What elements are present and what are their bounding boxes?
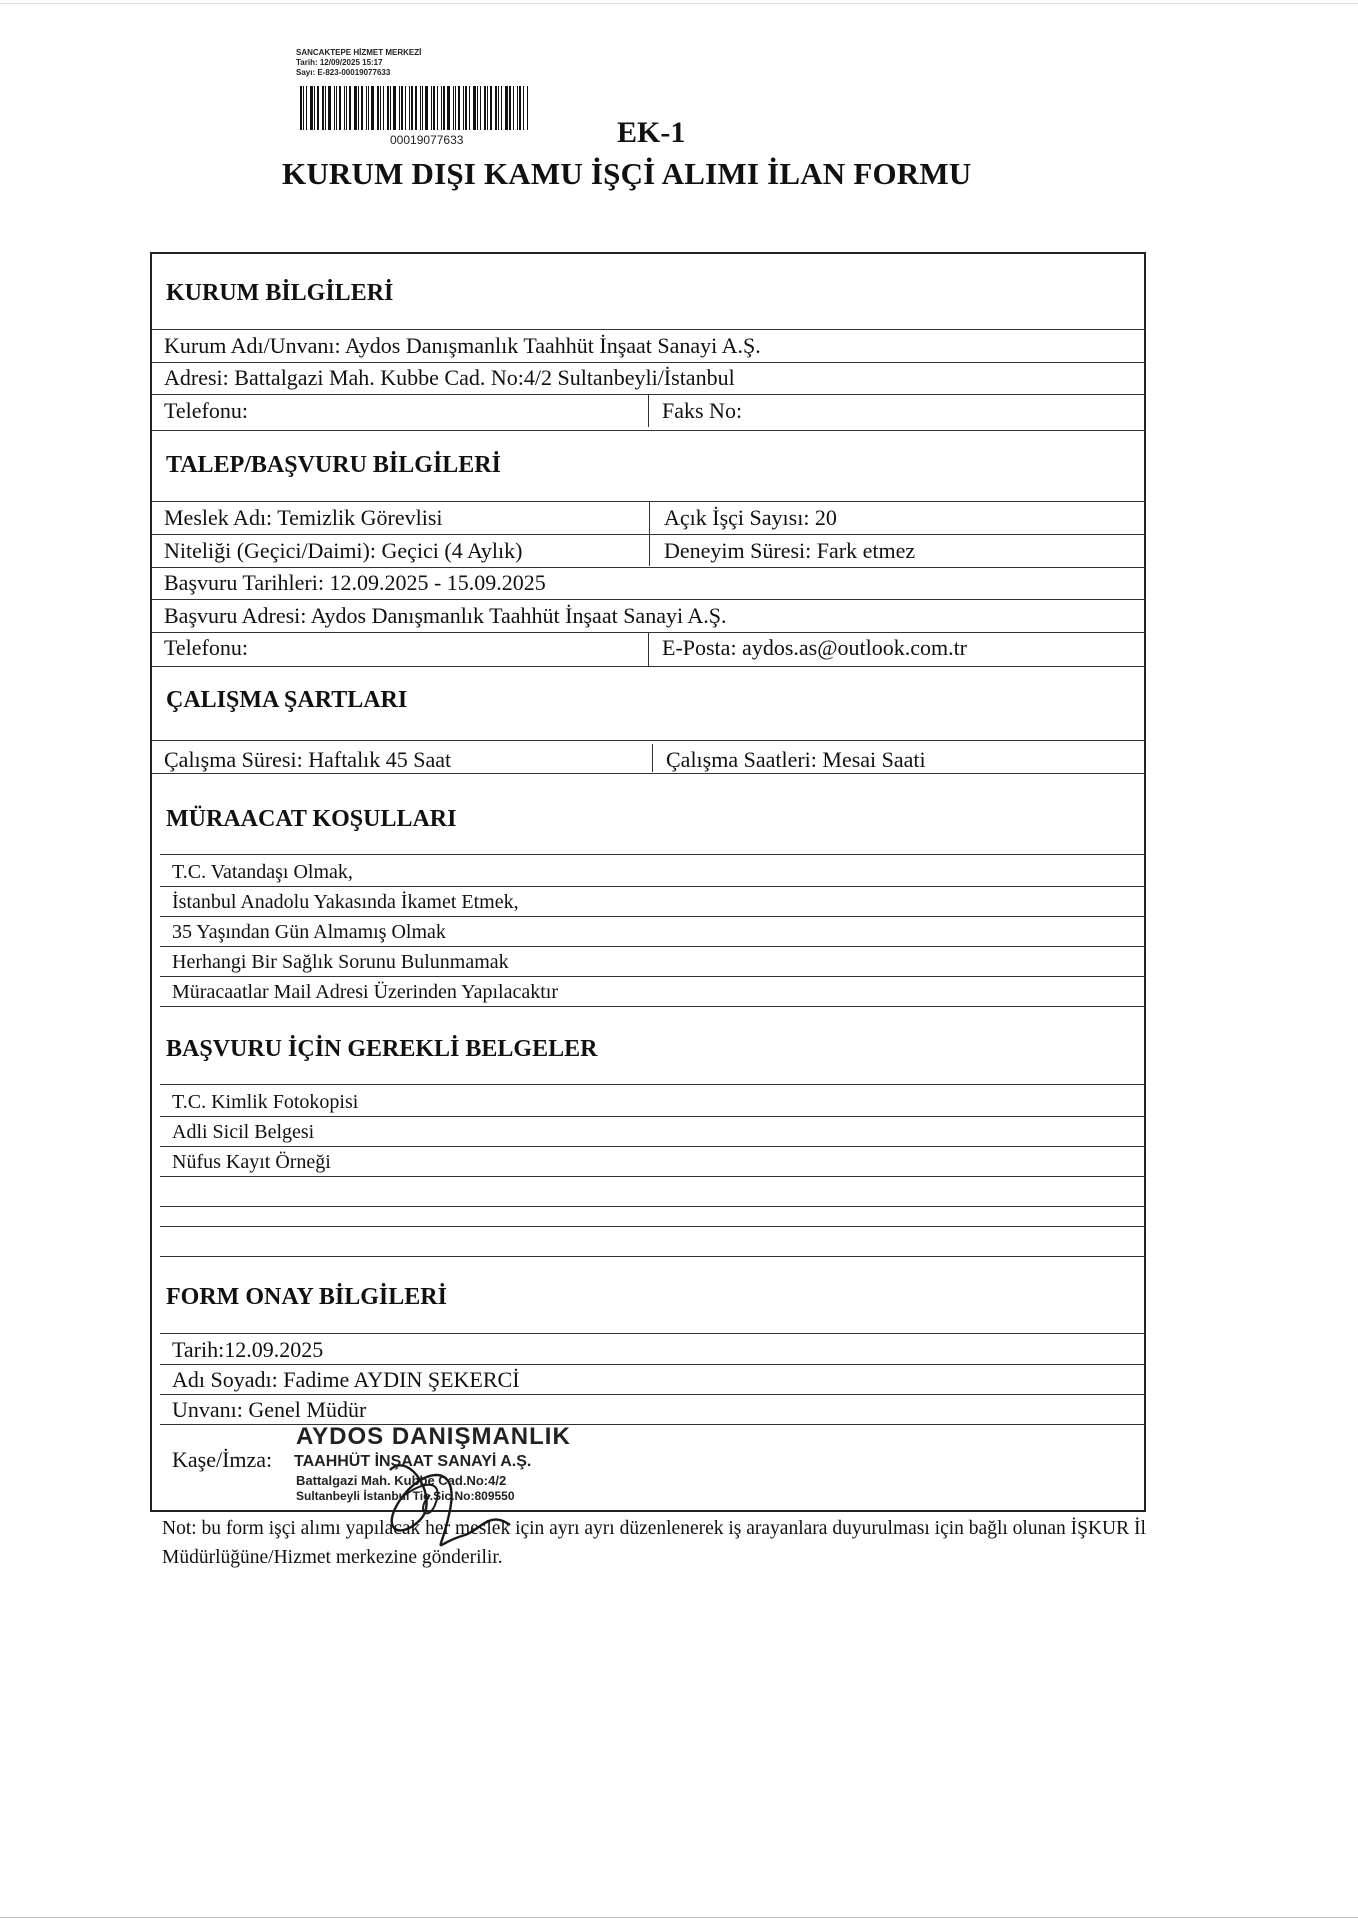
page-title: KURUM DIŞI KAMU İŞÇİ ALIMI İLAN FORMU (282, 156, 972, 191)
barcode-bar (317, 86, 319, 130)
divider (160, 1256, 1146, 1257)
divider (152, 740, 1146, 741)
registry-date: Tarih: 12/09/2025 15:17 (296, 58, 383, 67)
barcode-bar (523, 86, 524, 130)
barcode-bar (453, 86, 454, 130)
barcode-bar (393, 86, 396, 130)
barcode-bar (354, 86, 357, 130)
barcode-bar (498, 86, 499, 130)
barcode-bar (344, 86, 345, 130)
onay-date: Tarih:12.09.2025 (172, 1337, 324, 1362)
divider (152, 430, 1146, 431)
divider (152, 773, 1146, 774)
muracaat-item: İstanbul Anadolu Yakasında İkamet Etmek, (172, 891, 519, 913)
talep-open-count: Açık İşçi Sayısı: 20 (664, 505, 837, 530)
barcode-bar (509, 86, 511, 130)
barcode-bar (437, 86, 438, 130)
barcode-bar (505, 86, 508, 130)
calisma-hours: Çalışma Saatleri: Mesai Saati (666, 747, 926, 772)
barcode-bar (433, 86, 435, 130)
onay-name: Adı Soyadı: Fadime AYDIN ŞEKERCİ (172, 1367, 520, 1392)
barcode-bar (487, 86, 488, 130)
barcode-bar (477, 86, 478, 130)
talep-experience: Deneyim Süresi: Fark etmez (664, 538, 916, 563)
kurum-fax: Faks No: (662, 398, 743, 423)
barcode-bar (368, 86, 369, 130)
barcode-bar (473, 86, 476, 130)
barcode-bar (431, 86, 432, 130)
barcode-bar (325, 86, 326, 130)
barcode-bar (465, 86, 467, 130)
barcode-bar (366, 86, 367, 130)
divider (160, 1176, 1146, 1177)
belge-item: Nüfus Kayıt Örneği (172, 1151, 331, 1173)
barcode-bar (458, 86, 460, 130)
barcode-bar (411, 86, 413, 130)
barcode-bar (358, 86, 359, 130)
divider (160, 1206, 1146, 1207)
barcode-bar (484, 86, 486, 130)
barcode-bar (328, 86, 331, 130)
belge-item: T.C. Kimlik Fotokopisi (172, 1091, 359, 1113)
section-muracaat-heading: MÜRAACAT KOŞULLARI (166, 806, 457, 832)
footnote: Not: bu form işçi alımı yapılacak her meslek için ayrı ayrı düzenlenerek iş arayanlara duyurulması için bağlı olunan İŞKUR İl Müdürlüğüne/Hizmet merkezine gönderilir. (162, 1518, 1146, 1568)
barcode-bar (519, 86, 521, 130)
calisma-duration: Çalışma Süresi: Haftalık 45 Saat (164, 747, 452, 772)
scan-edge-bottom (0, 1917, 1358, 1918)
barcode-bar (390, 86, 391, 130)
barcode-bar (380, 86, 381, 130)
barcode-bar (349, 86, 351, 130)
divider (152, 666, 1146, 667)
section-onay-heading: FORM ONAY BİLGİLERİ (166, 1284, 447, 1310)
muracaat-item: T.C. Vatandaşı Olmak, (172, 861, 353, 883)
barcode-bar (425, 86, 428, 130)
barcode-bar (490, 86, 492, 130)
muracaat-item: Müracaatlar Mail Adresi Üzerinden Yapılacaktır (172, 981, 558, 1003)
registry-number: Sayı: E-823-00019077633 (296, 68, 391, 77)
talep-email: E-Posta: aydos.as@outlook.com.tr (662, 635, 968, 660)
barcode (300, 86, 572, 130)
barcode-bar (387, 86, 389, 130)
onay-title: Unvanı: Genel Müdür (172, 1397, 367, 1422)
barcode-bar (401, 86, 403, 130)
annex-label: EK-1 (617, 116, 686, 149)
barcode-bar (447, 86, 450, 130)
scan-edge-top (0, 3, 1358, 4)
barcode-bar (336, 86, 337, 130)
barcode-bar (409, 86, 410, 130)
talep-occupation: Meslek Adı: Temizlik Görevlisi (164, 505, 443, 530)
section-talep-heading: TALEP/BAŞVURU BİLGİLERİ (166, 452, 501, 478)
kurum-name: Kurum Adı/Unvanı: Aydos Danışmanlık Taahhüt İnşaat Sanayi A.Ş. (164, 333, 761, 358)
muracaat-item: Herhangi Bir Sağlık Sorunu Bulunmamak (172, 951, 509, 973)
divider (160, 1084, 1146, 1085)
barcode-bar (501, 86, 502, 130)
barcode-bar (405, 86, 406, 130)
onay-seal-label: Kaşe/İmza: (172, 1447, 273, 1472)
barcode-bar (441, 86, 442, 130)
barcode-bar (383, 86, 384, 130)
barcode-bar (346, 86, 347, 130)
divider (652, 744, 653, 772)
barcode-bar (300, 86, 302, 130)
section-calisma-heading: ÇALIŞMA ŞARTLARI (166, 687, 408, 713)
barcode-bar (455, 86, 456, 130)
barcode-bar (361, 86, 363, 130)
barcode-bar (480, 86, 481, 130)
registry-stamp (296, 48, 421, 78)
seal-line: Sultanbeyli İstanbul Tic.Sic.No:809550 (296, 1489, 515, 1503)
barcode-bar (513, 86, 514, 130)
muracaat-item: 35 Yaşından Gün Almamış Olmak (172, 921, 446, 943)
barcode-bar (399, 86, 400, 130)
barcode-bar (420, 86, 421, 130)
section-kurum-heading: KURUM BİLGİLERİ (166, 280, 394, 306)
barcode-bar (334, 86, 335, 130)
barcode-bar (314, 86, 315, 130)
barcode-bar (322, 86, 324, 130)
barcode-bar (306, 86, 307, 130)
seal-line: Battalgazi Mah. Kubbe Cad.No:4/2 (296, 1473, 507, 1488)
barcode-bar (303, 86, 304, 130)
barcode-bar (377, 86, 379, 130)
barcode-bar (339, 86, 341, 130)
talep-nature: Niteliği (Geçici/Daimi): Geçici (4 Aylık) (164, 538, 523, 563)
seal-line: TAAHHÜT İNŞAAT SANAYİ A.Ş. (294, 1453, 532, 1470)
barcode-bar (371, 86, 374, 130)
barcode-bar (517, 86, 518, 130)
seal-line: AYDOS DANIŞMANLIK (296, 1423, 571, 1450)
talep-phone: Telefonu: (164, 635, 248, 660)
form-table (150, 252, 1146, 1512)
barcode-bar (415, 86, 417, 130)
barcode-bar (463, 86, 464, 130)
kurum-address: Adresi: Battalgazi Mah. Kubbe Cad. No:4/2 Sultanbeyli/İstanbul (164, 365, 735, 390)
section-belgeler-heading: BAŞVURU İÇİN GEREKLİ BELGELER (166, 1036, 598, 1062)
barcode-bar (469, 86, 470, 130)
divider (160, 1006, 1146, 1007)
kurum-phone: Telefonu: (164, 398, 248, 423)
talep-dates: Başvuru Tarihleri: 12.09.2025 - 15.09.2025 (164, 570, 546, 595)
registry-office: SANCAKTEPE HİZMET MERKEZİ (296, 48, 422, 57)
divider (648, 395, 649, 427)
divider (160, 854, 1146, 855)
barcode-bar (422, 86, 423, 130)
talep-apply-address: Başvuru Adresi: Aydos Danışmanlık Taahhüt İnşaat Sanayi A.Ş. (164, 603, 727, 628)
divider (648, 632, 649, 666)
barcode-bar (310, 86, 313, 130)
barcode-bar (443, 86, 445, 130)
divider (160, 1226, 1146, 1227)
barcode-bar (495, 86, 497, 130)
barcode-number: 00019077633 (390, 133, 464, 147)
barcode-bar (527, 86, 528, 130)
belge-item: Adli Sicil Belgesi (172, 1121, 315, 1143)
